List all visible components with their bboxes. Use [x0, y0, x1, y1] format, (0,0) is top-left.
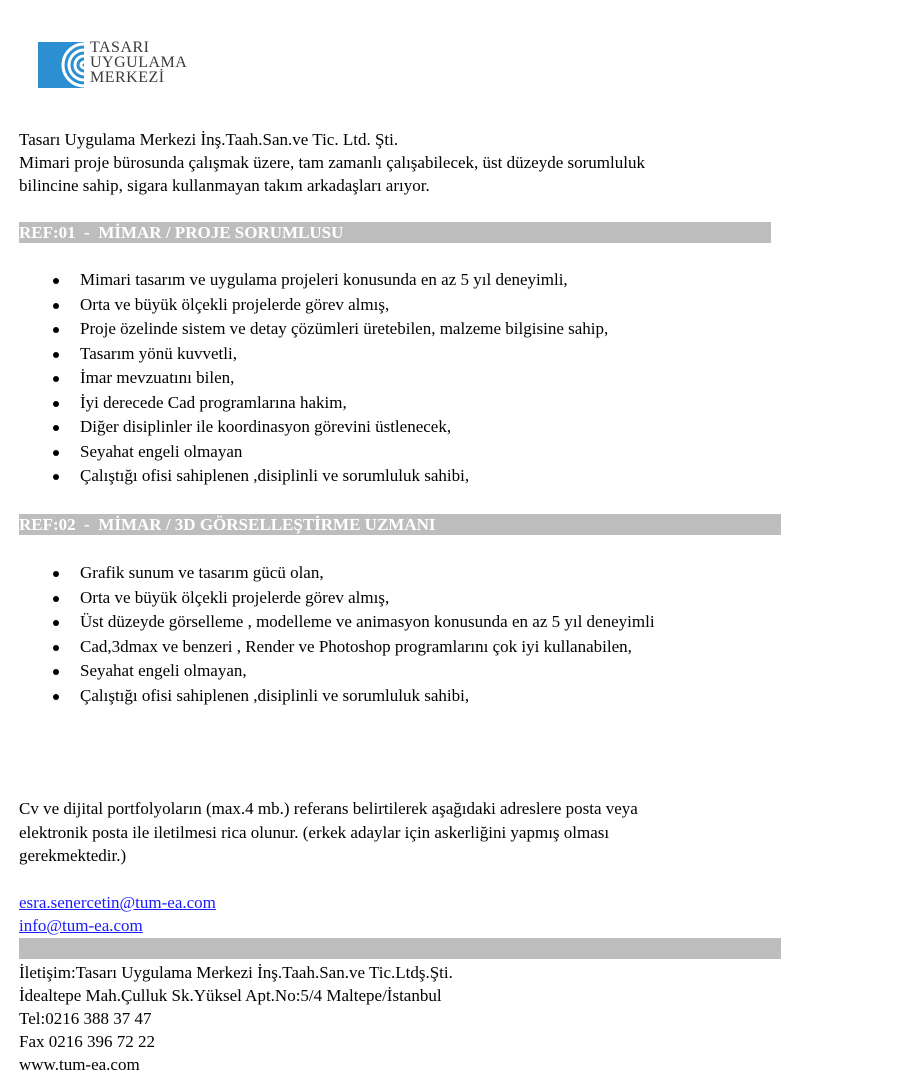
list-item: İmar mevzuatını bilen,: [19, 366, 819, 391]
list-item: Üst düzeyde görselleme , modelleme ve animasyon konusunda en az 5 yıl deneyimli: [19, 610, 819, 635]
bullet-icon: [53, 450, 59, 456]
list-item: Cad,3dmax ve benzeri , Render ve Photoshop programlarını çok iyi kullanabilen,: [19, 635, 819, 660]
list-item: Çalıştığı ofisi sahiplenen ,disiplinli ve sorumluluk sahibi,: [19, 684, 819, 709]
cv-line-2: elektronik posta ile iletilmesi rica olunur. (erkek adaylar için askerliğini yapmış olması: [19, 822, 610, 842]
email-link-esra[interactable]: esra.senercetin@tum-ea.com: [19, 893, 216, 912]
list-item: İyi derecede Cad programlarına hakim,: [19, 391, 819, 416]
cv-line-3: gerekmektedir.): [19, 846, 127, 865]
contact-website: www.tum-ea.com: [19, 1055, 140, 1074]
list-item: Orta ve büyük ölçekli projelerde görev almış,: [19, 293, 819, 318]
bullet-icon: [53, 669, 59, 675]
list-item: Orta ve büyük ölçekli projelerde görev almış,: [19, 586, 819, 611]
company-name: Tasarı Uygulama Merkezi İnş.Taah.San.ve Tic. Ltd. Şti.: [19, 130, 399, 149]
application-instructions: [19, 797, 789, 868]
contact-company: İletişim:Tasarı Uygulama Merkezi İnş.Taah.San.ve Tic.Ltdş.Şti.: [19, 963, 453, 982]
bullet-icon: [53, 303, 59, 309]
cv-line-1: Cv ve dijital portfolyoların (max.4 mb.) referans belirtilerek aşağıdaki adreslere posta veya: [19, 799, 638, 818]
intro-paragraph: [19, 128, 789, 197]
bullet-icon: [53, 352, 59, 358]
contact-address: İdealtepe Mah.Çulluk Sk.Yüksel Apt.No:5/4 Maltepe/İstanbul: [19, 986, 442, 1005]
ref-01-heading: REF:01 - MİMAR / PROJE SORUMLUSU: [19, 222, 771, 243]
list-item: Seyahat engeli olmayan: [19, 440, 819, 465]
footer-divider-bar: [19, 938, 781, 959]
email-links: [19, 891, 216, 937]
bullet-icon: [53, 596, 59, 602]
list-item: Grafik sunum ve tasarım gücü olan,: [19, 561, 819, 586]
list-item: Mimari tasarım ve uygulama projeleri konusunda en az 5 yıl deneyimli,: [19, 268, 819, 293]
bullet-icon: [53, 401, 59, 407]
logo-line-1: TASARI: [90, 39, 150, 56]
list-item: Tasarım yönü kuvvetli,: [19, 342, 819, 367]
bullet-icon: [53, 376, 59, 382]
logo-line-3: MERKEZİ: [90, 69, 165, 86]
list-item: Diğer disiplinler ile koordinasyon görevini üstlenecek,: [19, 415, 819, 440]
bullet-icon: [53, 327, 59, 333]
ref-02-requirements-list: [19, 561, 819, 708]
email-link-info[interactable]: info@tum-ea.com: [19, 916, 143, 935]
bullet-icon: [53, 425, 59, 431]
ref-02-heading: REF:02 - MİMAR / 3D GÖRSELLEŞTİRME UZMANI: [19, 514, 781, 535]
bullet-icon: [53, 645, 59, 651]
logo-arcs-icon: [38, 42, 84, 88]
logo-wordmark: [90, 40, 187, 85]
bullet-icon: [53, 278, 59, 284]
contact-block: [19, 961, 453, 1076]
list-item: Seyahat engeli olmayan,: [19, 659, 819, 684]
intro-line-3: bilincine sahip, sigara kullanmayan takım arkadaşları arıyor.: [19, 176, 430, 195]
contact-fax: Fax 0216 396 72 22: [19, 1032, 155, 1051]
list-item: Çalıştığı ofisi sahiplenen ,disiplinli ve sorumluluk sahibi,: [19, 464, 819, 489]
list-item: Proje özelinde sistem ve detay çözümleri üretebilen, malzeme bilgisine sahip,: [19, 317, 819, 342]
bullet-icon: [53, 571, 59, 577]
ref-01-requirements-list: [19, 268, 819, 489]
bullet-icon: [53, 474, 59, 480]
logo-line-2: UYGULAMA: [90, 54, 188, 71]
intro-line-2: Mimari proje bürosunda çalışmak üzere, tam zamanlı çalışabilecek, üst düzeyde sorumluluk: [19, 153, 645, 172]
bullet-icon: [53, 620, 59, 626]
bullet-icon: [53, 694, 59, 700]
company-logo: [38, 40, 188, 90]
contact-tel: Tel:0216 388 37 47: [19, 1009, 152, 1028]
